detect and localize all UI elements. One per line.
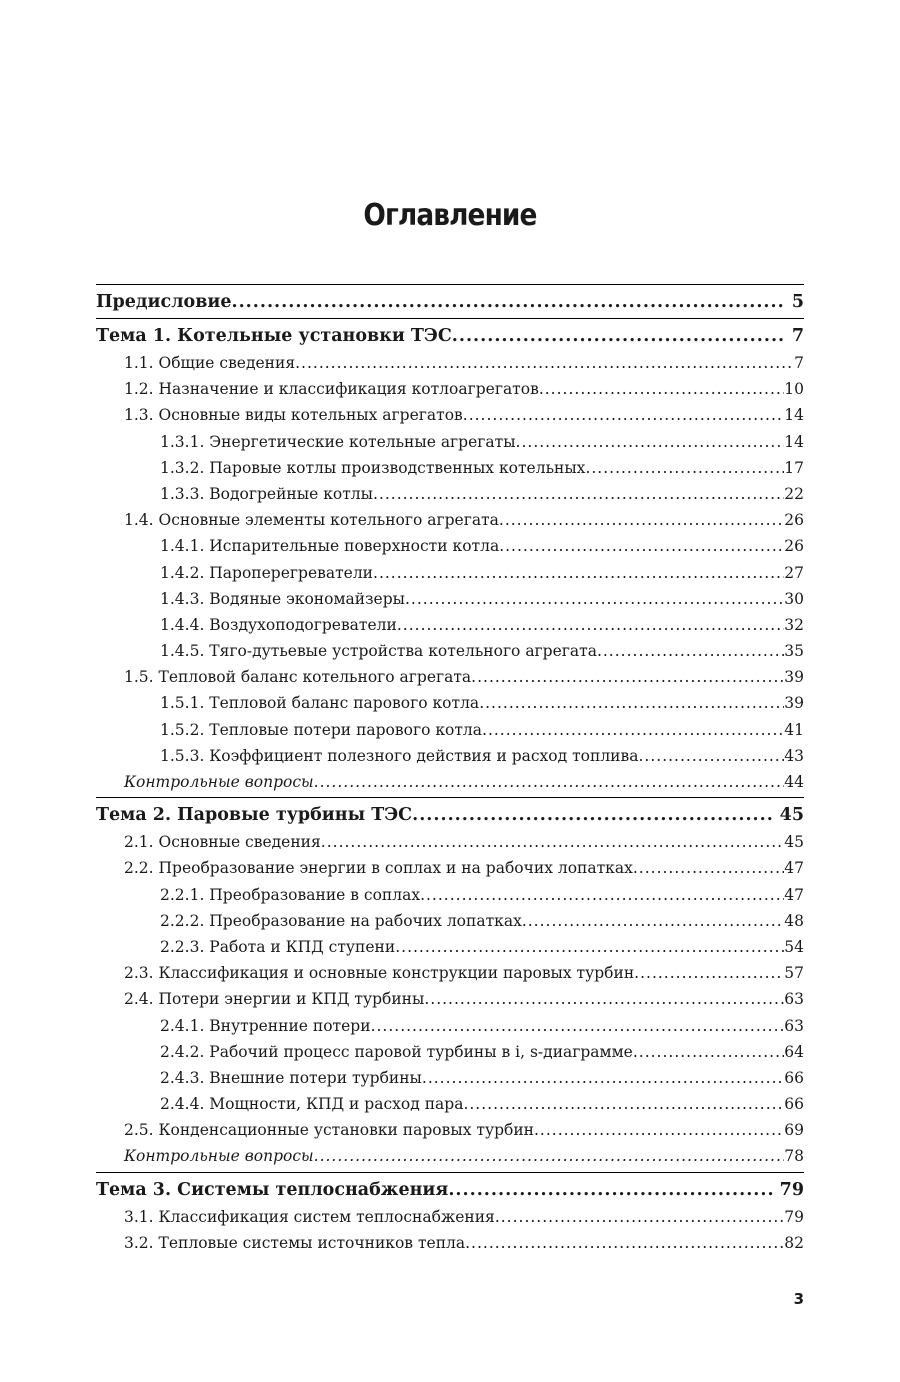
toc-entry-title: 1.4.4. Воздухоподогреватели — [160, 615, 397, 634]
toc-page-number: 41 — [784, 720, 804, 739]
toc-leader-dots — [397, 612, 784, 638]
toc-page-number: 47 — [784, 885, 804, 904]
toc-page-number: 5 — [791, 292, 804, 312]
toc-entry-title: 1.4.2. Пароперегреватели — [160, 563, 374, 582]
toc-entry-title: 1.1. Общие сведения — [124, 354, 296, 372]
toc-subsection[interactable] — [96, 1204, 804, 1230]
toc-page-number: 39 — [784, 694, 804, 713]
toc-subsection[interactable] — [96, 986, 804, 1012]
toc-page-number: 43 — [784, 746, 804, 765]
toc-review-questions[interactable] — [96, 769, 804, 795]
toc-page-number: 39 — [784, 668, 804, 687]
toc-leader-dots — [321, 829, 784, 855]
toc-leader-dots — [424, 986, 784, 1012]
toc-entry-title: 1.3.2. Паровые котлы производственных котельных — [160, 458, 586, 477]
toc-subsubsection[interactable] — [96, 717, 804, 743]
toc-leader-dots — [314, 1143, 785, 1169]
toc-page-number: 82 — [784, 1233, 804, 1252]
toc-subsection[interactable] — [96, 1230, 804, 1256]
toc-leader-dots — [534, 1117, 784, 1143]
toc-leader-dots — [463, 1091, 784, 1117]
toc-entry-title: Контрольные вопросы — [124, 773, 314, 791]
toc-entry-title: 2.2.1. Преобразование в соплах — [160, 885, 421, 904]
toc-page-number: 48 — [784, 911, 804, 930]
toc-entry-title: 2.2.3. Работа и КПД ступени — [160, 937, 396, 956]
toc-page-number: 35 — [784, 642, 804, 661]
toc-subsubsection[interactable] — [96, 481, 804, 507]
toc-page-number: 14 — [784, 406, 804, 425]
toc-subsubsection[interactable] — [96, 882, 804, 908]
toc-page-number: 66 — [784, 1068, 804, 1087]
toc-entry-title: 2.1. Основные сведения — [124, 833, 321, 852]
toc-subsection[interactable] — [96, 376, 804, 402]
toc-page-number: 79 — [784, 1207, 804, 1226]
toc-page-number: 47 — [784, 859, 804, 878]
toc-leader-dots — [412, 801, 774, 829]
toc-entry-title: 1.2. Назначение и классификация котлоагрегатов — [124, 380, 539, 399]
toc-entry-title: 1.4.5. Тяго-дутьевые устройства котельного агрегата — [160, 642, 597, 661]
toc-entry-title: Тема 3. Системы теплоснабжения — [96, 1179, 449, 1200]
toc-entry-title: 1.5.3. Коэффициент полезного действия и расход топлива — [160, 746, 639, 765]
toc-leader-dots — [395, 934, 784, 960]
toc-leader-dots — [448, 1176, 773, 1204]
toc-entry-title: 3.2. Тепловые системы источников тепла — [124, 1233, 466, 1252]
toc-page-number: 30 — [784, 589, 804, 608]
toc-leader-dots — [371, 1013, 785, 1039]
toc-section-heading[interactable] — [96, 318, 804, 350]
toc-leader-dots — [463, 402, 785, 428]
toc-subsubsection[interactable] — [96, 455, 804, 481]
toc-subsection[interactable] — [96, 960, 804, 986]
toc-entry-title: 2.4.1. Внутренние потери — [160, 1016, 371, 1035]
toc-page-number: 27 — [784, 563, 804, 582]
toc-page-number: 17 — [784, 458, 804, 477]
toc-section-heading[interactable] — [96, 797, 804, 829]
toc-leader-dots — [633, 855, 784, 881]
toc-page-number: 69 — [784, 1121, 804, 1140]
toc-leader-dots — [422, 1065, 784, 1091]
toc-entry-title: 2.5. Конденсационные установки паровых турбин — [124, 1121, 534, 1140]
toc-page-number: 7 — [794, 354, 804, 372]
toc-entry-title: 2.2. Преобразование энергии в соплах и на рабочих лопатках — [124, 859, 633, 878]
toc-entry-title: Тема 2. Паровые турбины ТЭС — [96, 805, 413, 826]
toc-entry-title: 1.3. Основные виды котельных агрегатов — [124, 406, 463, 425]
toc-subsubsection[interactable] — [96, 638, 804, 664]
toc-leader-dots — [373, 481, 784, 507]
toc-leader-dots — [479, 690, 784, 716]
toc-entry-title: 1.5.1. Тепловой баланс парового котла — [160, 694, 480, 713]
toc-subsection[interactable] — [96, 664, 804, 690]
toc-subsubsection[interactable] — [96, 743, 804, 769]
toc-page-number: 63 — [784, 1016, 804, 1035]
toc-leader-dots — [638, 743, 784, 769]
toc-page-number: 57 — [784, 964, 804, 983]
toc-subsubsection[interactable] — [96, 1065, 804, 1091]
toc-page-number: 54 — [784, 937, 804, 956]
toc-page-number: 45 — [779, 805, 804, 826]
toc-subsection[interactable] — [96, 855, 804, 881]
toc-subsection[interactable] — [96, 829, 804, 855]
toc-leader-dots — [420, 882, 784, 908]
toc-subsubsection[interactable] — [96, 612, 804, 638]
toc-page-number: 32 — [784, 615, 804, 634]
toc-entry-title: 1.5. Тепловой баланс котельного агрегата — [124, 668, 472, 687]
toc-leader-dots — [295, 350, 794, 376]
toc-entry-title: 2.4.3. Внешние потери турбины — [160, 1068, 422, 1087]
toc-entry-title: 2.3. Классификация и основные конструкции паровых турбин — [124, 964, 635, 983]
toc-page-number: 22 — [784, 484, 804, 503]
toc-subsection[interactable] — [96, 1117, 804, 1143]
toc-leader-dots — [231, 288, 785, 316]
toc-entry-title: 2.4.4. Мощности, КПД и расход пара — [160, 1095, 464, 1114]
toc-leader-dots — [585, 455, 784, 481]
toc-subsubsection[interactable] — [96, 1013, 804, 1039]
page-title: Оглавление — [363, 198, 537, 233]
table-of-contents — [96, 282, 804, 1256]
toc-page-number: 66 — [784, 1095, 804, 1114]
toc-subsubsection[interactable] — [96, 690, 804, 716]
toc-leader-dots — [452, 322, 786, 350]
toc-entry-title: Предисловие — [96, 292, 232, 312]
toc-subsubsection[interactable] — [96, 1091, 804, 1117]
toc-leader-dots — [373, 560, 784, 586]
toc-page-number: 79 — [779, 1179, 804, 1200]
toc-subsubsection[interactable] — [96, 908, 804, 934]
toc-leader-dots — [405, 586, 784, 612]
toc-subsubsection[interactable] — [96, 533, 804, 559]
toc-section-heading[interactable] — [96, 1172, 804, 1204]
toc-entry-title: 1.4.3. Водяные экономайзеры — [160, 589, 405, 608]
toc-section-heading[interactable] — [96, 284, 804, 316]
toc-page-number: 26 — [784, 511, 804, 530]
toc-subsection[interactable] — [96, 402, 804, 428]
toc-entry-title: 3.1. Классификация систем теплоснабжения — [124, 1207, 495, 1226]
toc-leader-dots — [539, 376, 784, 402]
toc-subsubsection[interactable] — [96, 560, 804, 586]
toc-entry-title: 1.3.1. Энергетические котельные агрегаты — [160, 432, 516, 451]
toc-entry-title: 1.4.1. Испарительные поверхности котла — [160, 537, 500, 556]
toc-subsubsection[interactable] — [96, 1039, 804, 1065]
toc-leader-dots — [522, 908, 784, 934]
toc-entry-title: Тема 1. Котельные установки ТЭС — [96, 326, 452, 346]
toc-subsection[interactable] — [96, 350, 804, 376]
toc-leader-dots — [482, 717, 784, 743]
toc-entry-title: 2.4.2. Рабочий процесс паровой турбины в i, s-диаграмме — [160, 1042, 633, 1061]
toc-review-questions[interactable] — [96, 1143, 804, 1169]
toc-entry-title: 2.4. Потери энергии и КПД турбины — [124, 990, 425, 1009]
toc-leader-dots — [465, 1230, 784, 1256]
toc-subsubsection[interactable] — [96, 429, 804, 455]
toc-page-number: 14 — [784, 432, 804, 451]
toc-page-number: 45 — [784, 833, 804, 852]
toc-leader-dots — [634, 960, 784, 986]
toc-subsubsection[interactable] — [96, 586, 804, 612]
toc-leader-dots — [499, 507, 784, 533]
toc-subsection[interactable] — [96, 507, 804, 533]
toc-leader-dots — [597, 638, 784, 664]
toc-entry-title: 1.5.2. Тепловые потери парового котла — [160, 720, 483, 739]
toc-leader-dots — [499, 533, 784, 559]
toc-entry-title: 2.2.2. Преобразование на рабочих лопатках — [160, 911, 522, 930]
toc-leader-dots — [495, 1204, 784, 1230]
toc-page-number: 64 — [784, 1042, 804, 1061]
toc-page-number: 26 — [784, 537, 804, 556]
toc-page-number: 78 — [784, 1147, 804, 1166]
toc-page-number: 10 — [784, 380, 804, 399]
toc-entry-title: 1.4. Основные элементы котельного агрегата — [124, 511, 499, 530]
toc-leader-dots — [516, 429, 785, 455]
toc-page-number: 44 — [784, 773, 804, 791]
toc-leader-dots — [471, 664, 784, 690]
toc-page-number: 63 — [784, 990, 804, 1009]
toc-entry-title: Контрольные вопросы — [124, 1147, 314, 1166]
toc-page-number: 7 — [791, 326, 804, 346]
page-number: 3 — [793, 1290, 804, 1308]
toc-entry-title: 1.3.3. Водогрейные котлы — [160, 484, 373, 503]
toc-leader-dots — [633, 1039, 784, 1065]
toc-subsubsection[interactable] — [96, 934, 804, 960]
toc-leader-dots — [314, 769, 785, 795]
